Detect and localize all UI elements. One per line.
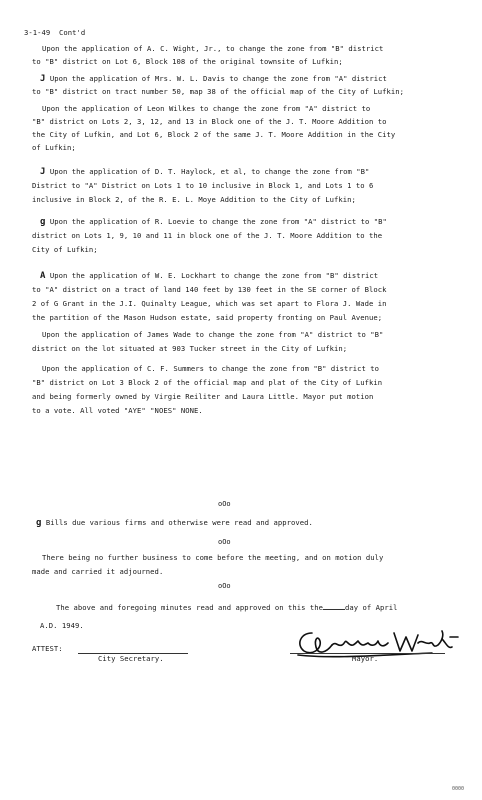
paragraph-5-line-1: g Upon the application of R. Loevie to change the zone from "A" district to "B" (40, 217, 387, 227)
paragraph-2-line-1: J Upon the application of Mrs. W. L. Davis to change the zone from "A" district (40, 74, 387, 84)
paragraph-2-check-mark: J (40, 74, 46, 84)
header-date: 3-1-49 (24, 28, 51, 37)
paragraph-6-check-mark: A (40, 271, 46, 281)
paragraph-8-line-2: "B" district on Lot 3 Block 2 of the official map and plat of the City of Lufkin (32, 378, 383, 387)
paragraph-1-line-1: Upon the application of A. C. Wight, Jr., to change the zone from "B" district (42, 44, 384, 53)
attest-label: ATTEST: (32, 644, 63, 653)
paragraph-1-line-2: to "B" district on Lot 6, Block 108 of the original townsite of Lufkin; (32, 57, 343, 66)
separator-3: oOo (218, 582, 231, 590)
paragraph-3-line-2: "B" district on Lots 2, 3, 12, and 13 in Block one of the J. T. Moore Addition to (32, 117, 387, 126)
separator-2: oOo (218, 538, 231, 546)
paragraph-4-line-1: J Upon the application of D. T. Haylock, et al, to change the zone from "B" (40, 167, 370, 177)
paragraph-5-line-2: district on Lots 1, 9, 10 and 11 in block one of the J. T. Moore Addition to the (32, 231, 383, 240)
paragraph-6-line-4: the partition of the Mason Hudson estate, said property fronting on Paul Avenue; (32, 313, 383, 322)
paragraph-7-line-2: district on the lot situated at 903 Tucker street in the City of Lufkin; (32, 344, 348, 353)
paragraph-2-line-2: to "B" district on tract number 50, map 38 of the official map of the City of Lufkin; (32, 87, 405, 96)
paragraph-3-line-1: Upon the application of Leon Wilkes to change the zone from "A" district to (42, 104, 371, 113)
paragraph-3-line-4: of Lufkin; (32, 143, 76, 152)
header-continued: Cont'd (59, 28, 86, 37)
separator-1: oOo (218, 500, 231, 508)
page-header (24, 28, 85, 37)
paragraph-3-line-3: the City of Lufkin, and Lot 6, Block 2 of the same J. T. Moore Addition in the City (32, 130, 396, 139)
approval-year: A.D. 1949. (40, 621, 84, 630)
corner-mark: 0000 (452, 786, 465, 792)
paragraph-5-line-3: City of Lufkin; (32, 245, 98, 254)
approval-day-blank (323, 603, 345, 610)
secretary-label: City Secretary. (98, 654, 164, 663)
bills-check-mark: g (36, 518, 42, 528)
paragraph-4-line-3: inclusive in Block 2, of the R. E. L. Moye Addition to the City of Lufkin; (32, 195, 356, 204)
paragraph-6-line-2: to "A" district on a tract of land 140 feet by 130 feet in the SE corner of Block (32, 285, 387, 294)
paragraph-6-line-3: 2 of G Grant in the J.I. Quinalty League, which was set apart to Flora J. Wade in (32, 299, 387, 308)
paragraph-4-line-2: District to "A" District on Lots 1 to 10 inclusive in Block 1, and Lots 1 to 6 (32, 181, 374, 190)
paragraph-4-check-mark: J (40, 167, 46, 177)
paragraph-8-line-3: and being formerly owned by Virgie Reiliter and Laura Little. Mayor put motion (32, 392, 374, 401)
bills-line: g Bills due various firms and otherwise were read and approved. (36, 518, 313, 528)
paragraph-5-check-mark: g (40, 217, 46, 227)
paragraph-8-line-4: to a vote. All voted "AYE" "NOES" NONE. (32, 406, 203, 415)
adjourn-line-1: There being no further business to come before the meeting, and on motion duly (42, 553, 384, 562)
adjourn-line-2: made and carried it adjourned. (32, 567, 164, 576)
approval-line: The above and foregoing minutes read and approved on this the day of April (56, 603, 398, 612)
paragraph-8-line-1: Upon the application of C. F. Summers to change the zone from "B" district to (42, 364, 380, 373)
mayor-label: Mayor. (352, 654, 379, 663)
paragraph-6-line-1: A Upon the application of W. E. Lockhart to change the zone from "B" district (40, 271, 379, 281)
paragraph-7-line-1: Upon the application of James Wade to change the zone from "A" district to "B" (42, 330, 384, 339)
